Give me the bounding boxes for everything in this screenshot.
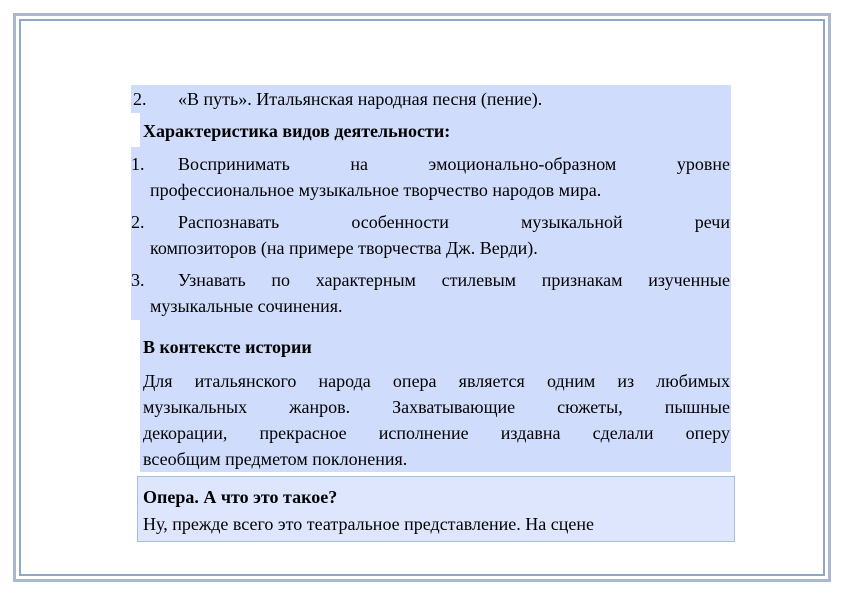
list-item-number: 3. [131, 270, 145, 290]
opera-heading: Опера. А что это такое? [143, 487, 338, 507]
list-item-line: Распознавать особенности музыкальной речи [178, 212, 730, 232]
activities-heading: Характеристика видов деятельности: [143, 121, 451, 141]
history-line: музыкальных жанров. Захватывающие сюжеты, пышные [143, 397, 730, 417]
list-item-line: композиторов (на примере творчества Дж. Верди). [150, 238, 538, 258]
history-line: Для итальянского народа опера является одним из любимых [143, 371, 730, 391]
history-line: декорации, прекрасное исполнение издавна сделали оперу [143, 423, 730, 443]
song-number: 2. [133, 89, 147, 109]
list-item-line: Воспринимать на эмоционально-образном уровне [178, 154, 730, 174]
history-line: всеобщим предметом поклонения. [143, 449, 408, 469]
list-item-line: профессиональное музыкальное творчество народов мира. [150, 180, 602, 200]
opera-text: Ну, прежде всего это театральное представление. На сцене [143, 514, 594, 534]
list-item-line: Узнавать по характерным стилевым признакам изученные [178, 270, 730, 290]
list-item-number: 2. [131, 212, 145, 232]
list-item-line: музыкальные сочинения. [150, 296, 343, 316]
list-item-number: 1. [131, 154, 145, 174]
history-heading: В контексте истории [143, 337, 312, 357]
song-title: «В путь». Итальянская народная песня (пение). [178, 89, 543, 109]
